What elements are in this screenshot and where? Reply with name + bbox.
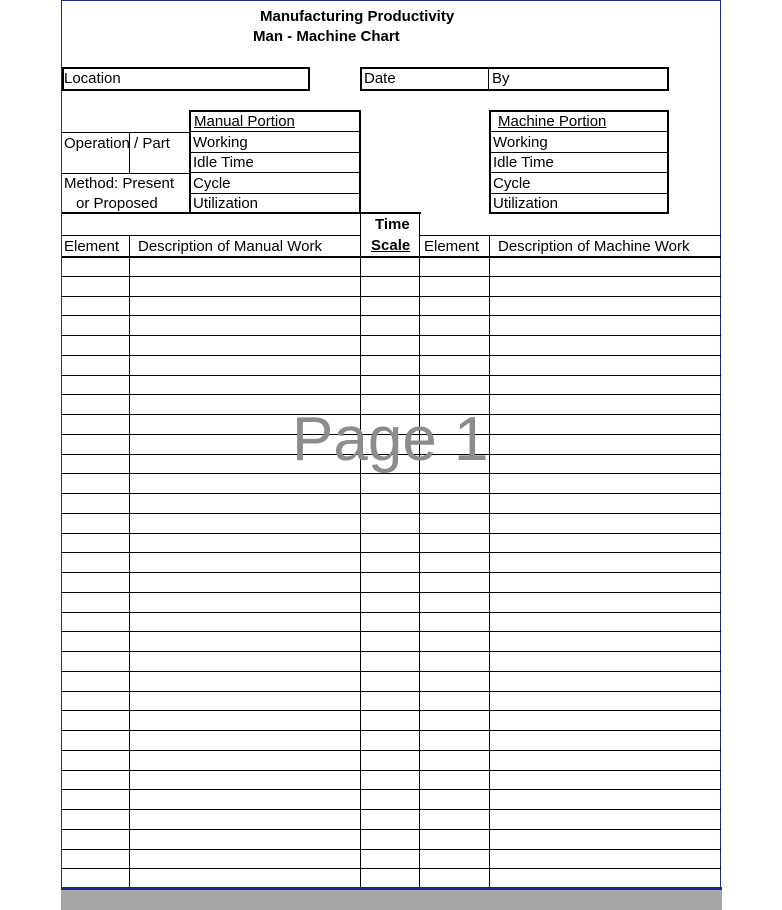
table-row-line xyxy=(62,552,721,553)
table-row-line xyxy=(62,394,721,395)
location-label: Location xyxy=(64,70,121,87)
machine-cycle-label: Cycle xyxy=(493,175,531,192)
manual-cycle-label: Cycle xyxy=(193,175,231,192)
table-row-line xyxy=(62,276,721,277)
manual-utilization-label: Utilization xyxy=(193,195,259,212)
header-bottom-line xyxy=(62,256,721,258)
table-row-line xyxy=(62,849,721,850)
table-row-line xyxy=(62,513,721,514)
manual-idle-time-label: Idle Time xyxy=(193,154,254,171)
method-top-line xyxy=(62,173,190,174)
table-row-line xyxy=(62,592,721,593)
header-mid-line-left xyxy=(62,235,361,236)
bottom-gray-bar xyxy=(61,890,722,910)
table-row-line xyxy=(62,750,721,751)
table-row-line xyxy=(62,296,721,297)
col-line-3 xyxy=(419,212,420,889)
col-element-machine: Element xyxy=(424,238,480,255)
table-row-line xyxy=(62,710,721,711)
date-label: Date xyxy=(364,70,396,87)
col-element-manual: Element xyxy=(64,238,120,255)
table-row-line xyxy=(62,355,721,356)
table-row-line xyxy=(62,651,721,652)
table-row-line xyxy=(62,533,721,534)
header-top-line-left xyxy=(62,212,421,214)
table-row-line xyxy=(62,770,721,771)
manual-row-line xyxy=(189,193,361,194)
table-row-line xyxy=(62,691,721,692)
form-subtitle: Man - Machine Chart xyxy=(253,28,400,45)
machine-working-label: Working xyxy=(493,134,548,151)
table-row-line xyxy=(62,631,721,632)
col-desc-manual: Description of Manual Work xyxy=(138,238,322,255)
scale-label: Scale xyxy=(371,237,411,254)
form-title: Manufacturing Productivity xyxy=(260,8,455,25)
header-mid-line-right xyxy=(420,235,721,236)
col-line-4 xyxy=(489,235,490,889)
table-row-line xyxy=(62,829,721,830)
page-watermark: Page 1 xyxy=(292,405,489,474)
machine-row-line xyxy=(489,172,669,173)
table-row-line xyxy=(62,789,721,790)
col-line-1 xyxy=(129,235,130,889)
time-scale-label: Time xyxy=(375,216,410,233)
table-row-line xyxy=(62,612,721,613)
machine-utilization-label: Utilization xyxy=(493,195,559,212)
date-by-field[interactable] xyxy=(360,67,669,91)
table-row-line xyxy=(62,809,721,810)
manual-row-line xyxy=(189,152,361,153)
table-row-line xyxy=(62,375,721,376)
table-row-line xyxy=(62,315,721,316)
method-label: Method: Present xyxy=(64,175,175,192)
col-line-2 xyxy=(360,212,361,889)
operation-part-label: Operation / Part xyxy=(64,135,170,152)
method-label-proposed: or Proposed xyxy=(76,195,158,212)
machine-row-line xyxy=(489,131,669,132)
col-desc-machine: Description of Machine Work xyxy=(498,238,690,255)
date-by-divider xyxy=(488,67,489,91)
manual-working-label: Working xyxy=(193,134,248,151)
table-row-line xyxy=(62,671,721,672)
by-label: By xyxy=(492,70,510,87)
machine-row-line xyxy=(489,193,669,194)
manual-row-line xyxy=(189,172,361,173)
table-row-line xyxy=(62,868,721,869)
table-row-line xyxy=(62,730,721,731)
table-row-line xyxy=(62,572,721,573)
machine-portion-heading: Machine Portion xyxy=(498,113,607,130)
machine-row-line xyxy=(489,152,669,153)
manual-row-line xyxy=(189,131,361,132)
table-row-line xyxy=(62,493,721,494)
manual-portion-heading: Manual Portion xyxy=(194,113,295,130)
machine-idle-time-label: Idle Time xyxy=(493,154,554,171)
table-row-line xyxy=(62,335,721,336)
operation-top-line xyxy=(62,132,190,133)
